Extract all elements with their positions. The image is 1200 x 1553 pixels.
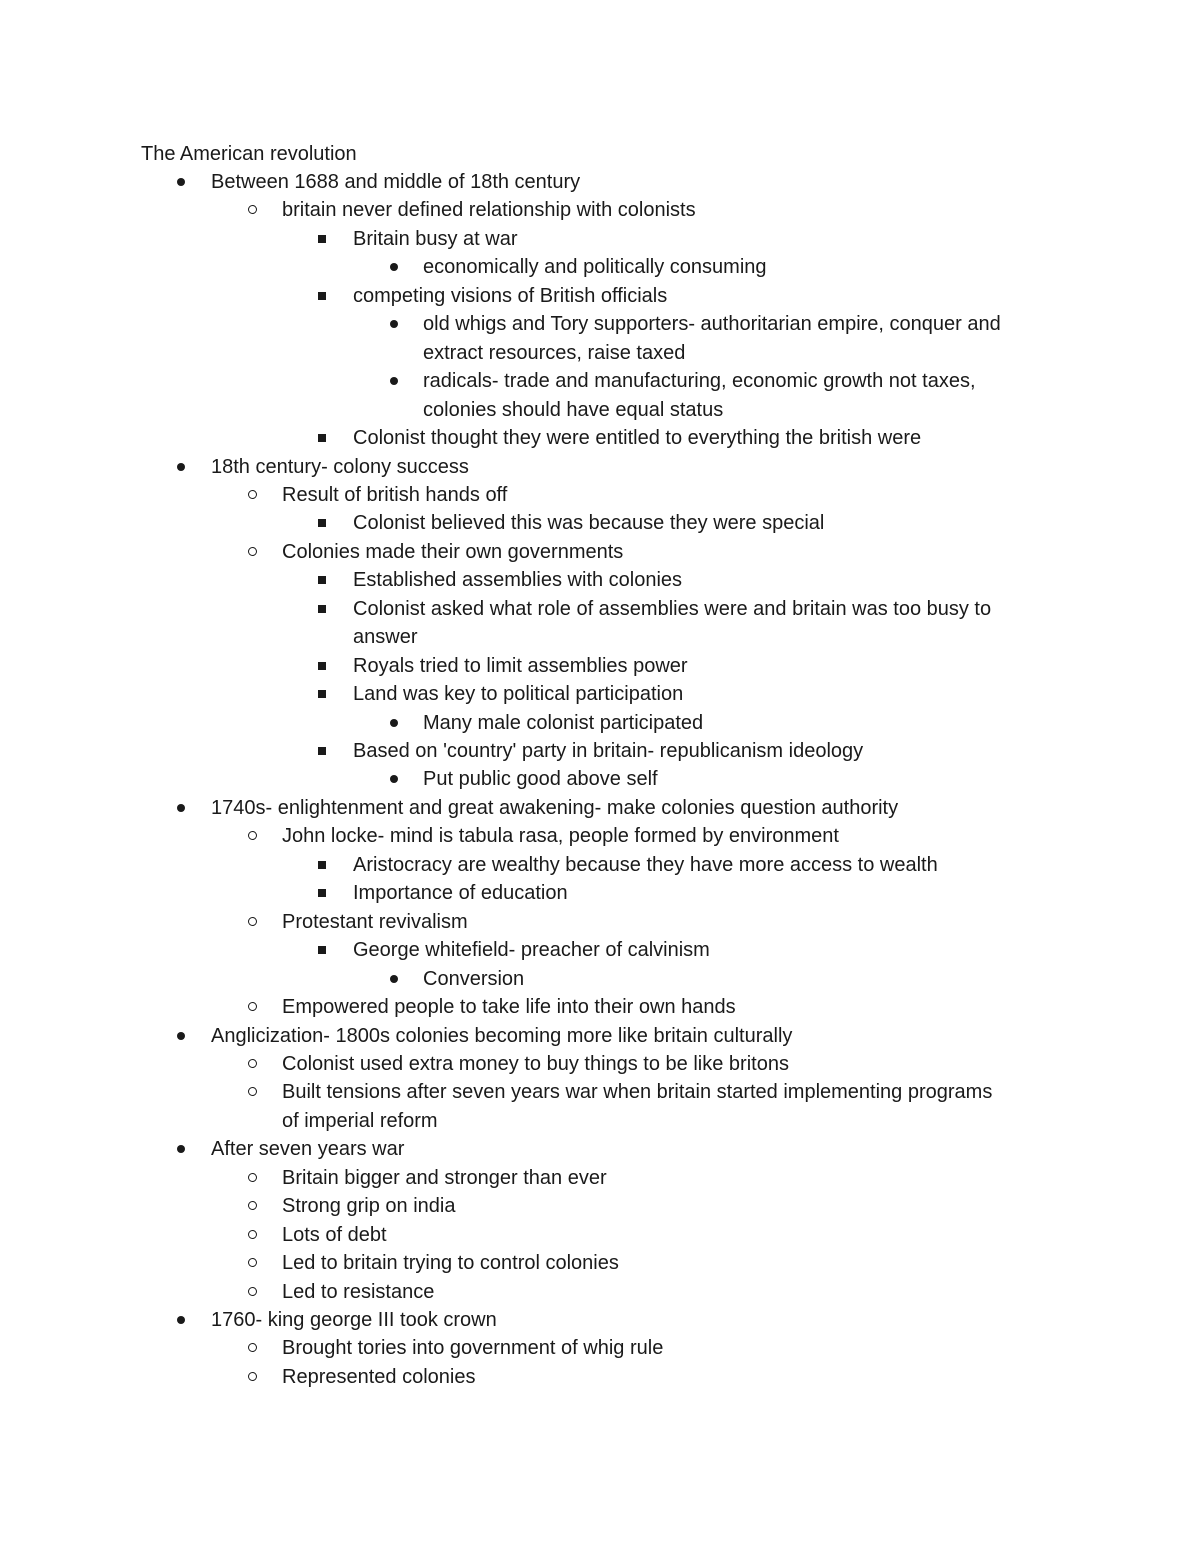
bullet-level-1-icon [177,453,189,481]
list-item-text: Colonist believed this was because they were special [353,512,825,535]
bullet-level-4-icon [390,765,402,793]
list-item-text: Colonist used extra money to buy things to be like britons [282,1052,789,1075]
list-item-text: colonies should have equal status [423,398,724,421]
bullet-level-2-icon [248,1192,260,1220]
list-item-text: competing visions of British officials [353,284,668,307]
list-item-text: Established assemblies with colonies [353,569,683,592]
list-item-text: answer [353,626,418,649]
list-item-text: Aristocracy are wealthy because they have more access to wealth [353,853,938,876]
bullet-level-2-icon [248,908,260,936]
list-item-text: Britain busy at war [353,227,518,250]
bullet-level-2-icon [248,1050,260,1078]
list-item-text: Colonist thought they were entitled to everything the british were [353,427,922,450]
bullet-level-2-icon [248,1221,260,1249]
list-item-text: After seven years war [211,1138,405,1161]
list-item-text: 1740s- enlightenment and great awakening- make colonies question authority [211,796,899,819]
bullet-level-2-icon [248,1078,260,1106]
list-item-text: britain never defined relationship with colonists [282,199,696,222]
list-item-text: of imperial reform [282,1109,438,1132]
list-item-text: Royals tried to limit assemblies power [353,654,688,677]
list-item-text: Protestant revivalism [282,910,468,933]
bullet-level-3-icon [318,737,330,765]
list-item-text: Many male colonist participated [423,711,704,734]
bullet-level-3-icon [318,282,330,310]
document-title: The American revolution [141,143,357,165]
list-item-text: Led to resistance [282,1280,435,1303]
bullet-level-2-icon [248,196,260,224]
list-item-text: 18th century- colony success [211,455,469,478]
list-item-text: economically and politically consuming [423,256,767,279]
list-item-text: Colonies made their own governments [282,540,624,563]
list-item-text: Based on 'country' party in britain- republicanism ideology [353,740,864,762]
bullet-level-2-icon [248,1363,260,1391]
bullet-level-2-icon [248,1164,260,1192]
list-item-text: Lots of debt [282,1223,387,1246]
list-item-text: 1760- king george III took crown [211,1309,497,1331]
bullet-level-1-icon [177,794,189,822]
list-item-text: Put public good above self [423,768,658,791]
list-item-text: Anglicization- 1800s colonies becoming more like britain culturally [211,1024,793,1047]
bullet-level-2-icon [248,822,260,850]
bullet-level-1-icon [177,1135,189,1163]
bullet-level-3-icon [318,595,330,623]
bullet-level-3-icon [318,851,330,879]
list-item-text: Result of british hands off [282,483,508,506]
list-item-text: Strong grip on india [282,1195,456,1218]
list-item-text: Britain bigger and stronger than ever [282,1166,607,1189]
bullet-level-2-icon [248,538,260,566]
list-item-text: John locke- mind is tabula rasa, people formed by environment [282,825,839,848]
bullet-level-2-icon [248,481,260,509]
bullet-level-4-icon [390,253,402,281]
bullet-level-3-icon [318,652,330,680]
bullet-level-4-icon [390,965,402,993]
list-item-text: Conversion [423,967,525,990]
bullet-level-2-icon [248,1278,260,1306]
list-item-text: Represented colonies [282,1365,476,1388]
bullet-level-1-icon [177,1022,189,1050]
bullet-level-3-icon [318,566,330,594]
list-item-text: Importance of education [353,882,568,905]
bullet-level-1-icon [177,1306,189,1334]
bullet-level-3-icon [318,225,330,253]
list-item-text: extract resources, raise taxed [423,341,686,364]
list-item-text: Between 1688 and middle of 18th century [211,171,581,193]
bullet-level-2-icon [248,1249,260,1277]
list-item-text: old whigs and Tory supporters- authoritarian empire, conquer and [423,313,1001,336]
list-item-text: Brought tories into government of whig rule [282,1337,664,1360]
bullet-level-3-icon [318,509,330,537]
list-item-text: Empowered people to take life into their own hands [282,996,736,1019]
list-item-text: Land was key to political participation [353,683,684,706]
bullet-level-3-icon [318,680,330,708]
bullet-level-2-icon [248,993,260,1021]
bullet-level-2-icon [248,1334,260,1362]
list-item-text: radicals- trade and manufacturing, economic growth not taxes, [423,370,976,393]
bullet-level-1-icon [177,168,189,196]
bullet-level-3-icon [318,424,330,452]
bullet-level-4-icon [390,709,402,737]
list-item-text: George whitefield- preacher of calvinism [353,939,710,962]
list-item-text: Colonist asked what role of assemblies were and britain was too busy to [353,597,992,620]
list-item-text: Built tensions after seven years war when britain started implementing programs [282,1081,993,1104]
bullet-level-3-icon [318,936,330,964]
list-item-text: Led to britain trying to control colonies [282,1252,619,1275]
bullet-level-4-icon [390,367,402,395]
bullet-level-3-icon [318,879,330,907]
bullet-level-4-icon [390,310,402,338]
